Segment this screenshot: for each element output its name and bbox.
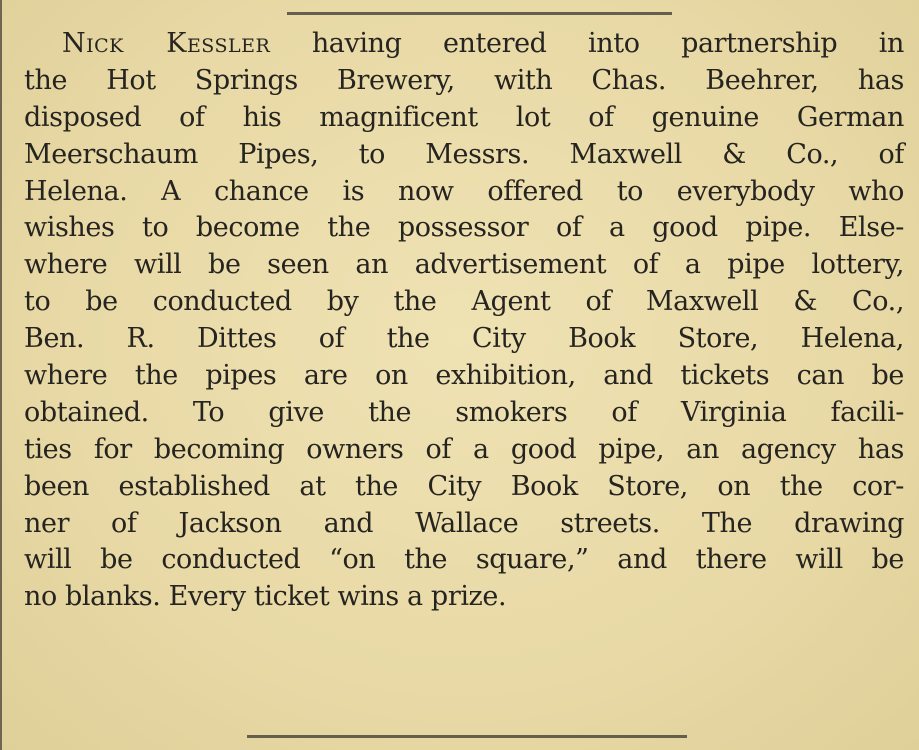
article-line: been established at the City Book Store, on the cor- [24,470,904,502]
article-line: where will be seen an advertisement of a pipe lottery, [24,249,904,281]
lead-name: Nick Kessler [62,28,271,59]
article-line: Ben. R. Dittes of the City Book Store, Helena, [24,323,904,355]
top-rule [287,12,672,15]
article-line: where the pipes are on exhibition, and tickets can be [24,360,904,392]
article-line: wishes to become the possessor of a good pipe. Else- [24,212,904,244]
article-line: will be conducted “on the square,” and there will be [24,544,904,576]
article-line: Meerschaum Pipes, to Messrs. Maxwell & Co., of [24,138,904,170]
article-line: disposed of his magnificent lot of genuine German [24,101,904,133]
article-body [24,26,904,616]
bottom-rule [247,735,687,738]
article-line: the Hot Springs Brewery, with Chas. Beehrer, has [24,64,904,96]
article-line: ner of Jackson and Wallace streets. The drawing [24,507,904,539]
first-line-text: having entered into partnership in [270,28,904,59]
article-line: Helena. A chance is now offered to everybody who [24,175,904,207]
article-line: no blanks. Every ticket wins a prize. [24,581,507,613]
article-line: to be conducted by the Agent of Maxwell & Co., [24,286,904,318]
article-line [24,26,904,63]
article-line: obtained. To give the smokers of Virginia facili- [24,396,904,428]
article-line: ties for becoming owners of a good pipe, an agency has [24,433,904,465]
